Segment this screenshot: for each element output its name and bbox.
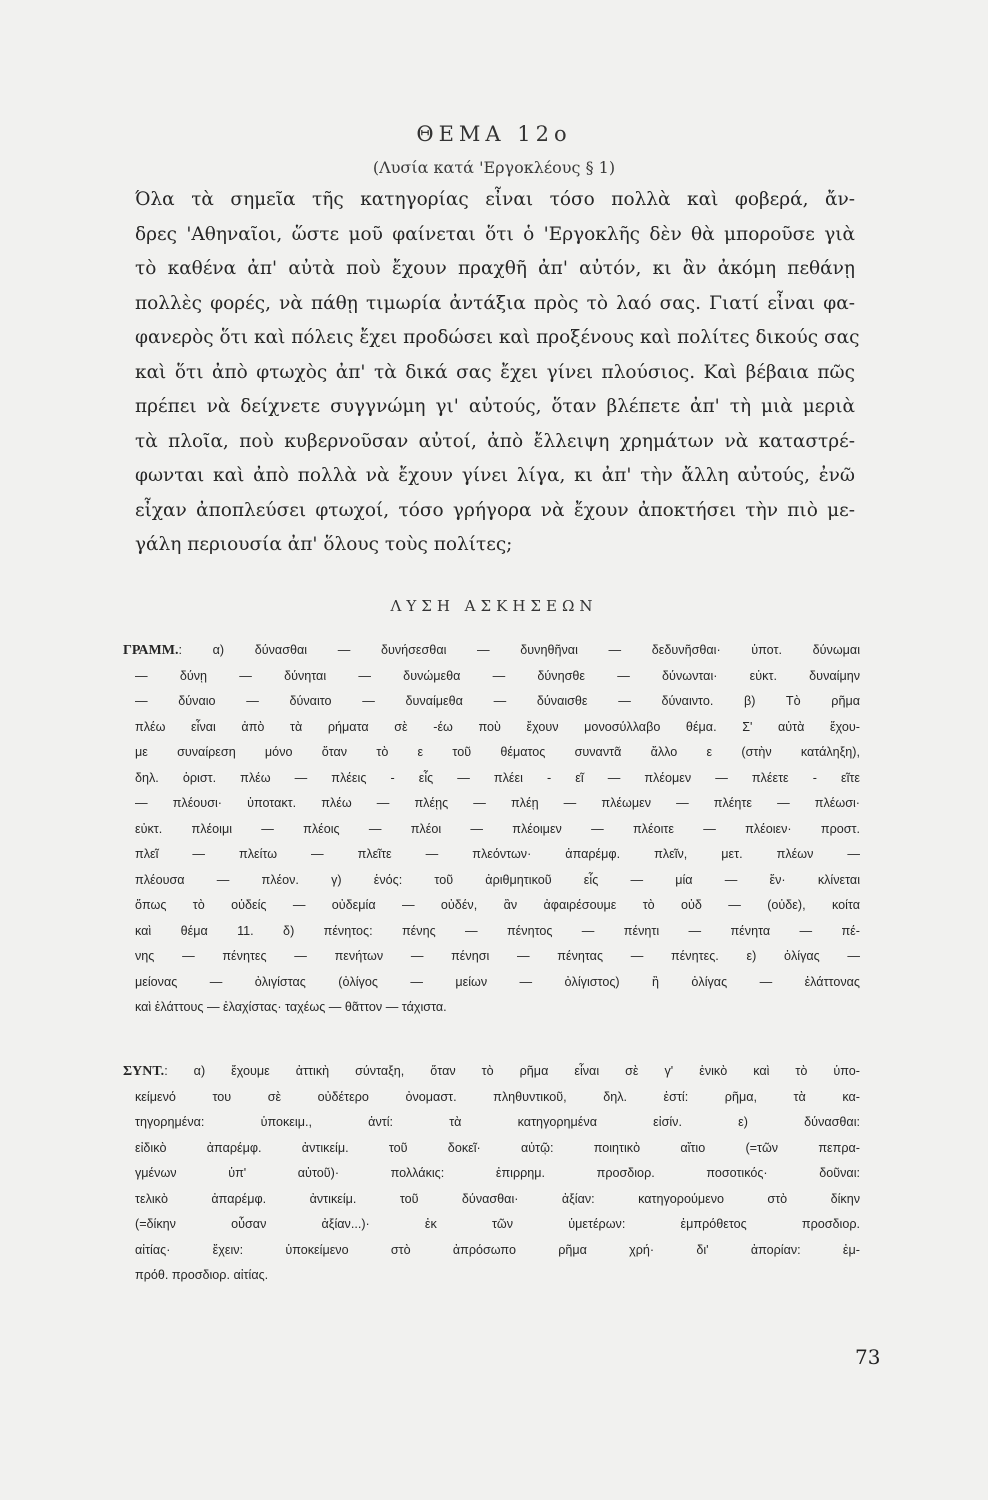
syntax-line: τηγορημένα: ὑποκειμ., ἀντί: τὰ κατηγορημένα εἰσίν. ε) δύνασθαι: (135, 1115, 860, 1129)
grammar-line (123, 638, 860, 664)
grammar-line: καὶ θέμα 11. δ) πένητος: πένης — πένητος — πένητι — πένητα — πέ- (135, 923, 860, 938)
grammar-line: — πλέουσι· ὑποτακτ. πλέω — πλέῃς — πλέῃ — πλέωμεν — πλέητε — πλέωσι· (135, 796, 860, 810)
syntax-line (123, 1059, 860, 1085)
grammar-line: νης — πένητες — πενήτων — πένησι — πένητας — πένητες. ε) ὀλίγας — (135, 949, 860, 963)
syntax-line: εἰδικὸ ἀπαρέμφ. ἀντικείμ. τοῦ δοκεῖ· αὐτῷ: ποιητικὸ αἴτιο (=τῶν πεπρα- (135, 1140, 860, 1155)
grammar-line: εὐκτ. πλέοιμι — πλέοις — πλέοι — πλέοιμεν — πλέοιτε — πλέοιεν· προστ. (135, 821, 860, 836)
syntax-line: κείμενό του σὲ οὐδέτερο ὀνομαστ. πληθυντικοῦ, δηλ. ἐστί: ρῆμα, τὰ κα- (135, 1089, 860, 1104)
grammar-label: ΓΡΑΜΜ. (123, 643, 179, 658)
source-reference: (Λυσία κατά 'Εργοκλέους § 1) (372, 158, 616, 177)
section-heading: ΛΥΣΗ ΑΣΚΗΣΕΩΝ (390, 597, 598, 615)
passage-line: εἶχαν ἀποπλεύσει φτωχοί, τόσο γρήγορα νὰ ἔχουν ἀποκτήσει τὴν πιὸ με- (135, 499, 855, 521)
syntax-line: τελικὸ ἀπαρέμφ. ἀντικείμ. τοῦ δύνασθαι· ἀξίαν: κατηγορούμενο στὸ δίκην (135, 1191, 860, 1206)
syntax-line: γμένων ὑπ' αὐτοῦ)· πολλάκις: ἐπιρρημ. προσδιορ. ποσοτικός· δοῦναι: (135, 1166, 860, 1180)
passage-line: δρες 'Αθηναῖοι, ὥστε μοῦ φαίνεται ὅτι ὁ 'Εργοκλῆς δὲν θὰ μποροῦσε γιὰ (135, 223, 855, 245)
grammar-line: καὶ ἐλάττους — ἐλαχίστας· ταχέως — θᾶττον — τάχιστα. (135, 1000, 447, 1014)
passage-line: γάλη περιουσία ἀπ' ὅλους τοὺς πολίτες; (135, 534, 513, 555)
passage-line: πρέπει νὰ δείχνετε συγγνώμη γι' αὐτούς, ὅταν βλέπετε ἀπ' τὴ μιὰ μεριὰ (135, 396, 855, 417)
passage-line: τὰ πλοῖα, ποὺ κυβερνοῦσαν αὐτοί, ἀπὸ ἔλλειψη χρημάτων νὰ καταστρέ- (135, 430, 855, 452)
grammar-line: με συναίρεση μόνο ὅταν τὸ ε τοῦ θέματος συναντᾶ ἄλλο ε (στὴν κατάληξη), (135, 745, 860, 759)
grammar-line: πλέω εἶναι ἀπὸ τὰ ρήματα σὲ -έω ποὺ ἔχουν μονοσύλλαβο θέμα. Σ' αὐτὰ ἔχου- (135, 719, 860, 734)
syntax-line: (=δίκην οὖσαν ἀξίαν...)· ἐκ τῶν ὑμετέρων: ἐμπρόθετος προσδιορ. (135, 1217, 860, 1231)
page-number: 73 (855, 1345, 881, 1369)
grammar-line-text: : α) δύνασθαι — δυνήσεσθαι — δυνηθῆναι — δεδυνῆσθαι· ὑποτ. δύνωμαι (178, 643, 860, 657)
grammar-line: δηλ. ὁριστ. πλέω — πλέεις - εἶς — πλέει - εῖ — πλέομεν — πλέετε - εῖτε (135, 770, 860, 785)
passage-line: φωνται καὶ ἀπὸ πολλὰ νὰ ἔχουν γίνει λίγα, κι ἀπ' τὴν ἄλλη αὐτούς, ἐνῶ (135, 465, 855, 486)
passage-line: τὸ καθένα ἀπ' αὐτὰ ποὺ ἔχουν πραχθῆ ἀπ' αὐτόν, κι ἂν ἀκόμη πεθάνῃ (135, 258, 855, 279)
grammar-line: μείονας — ὀλιγίστας (ὀλίγος — μείων — ὀλίγιστος) ἢ ὀλίγας — ἐλάττονας (135, 974, 860, 989)
syntax-label: ΣΥΝΤ. (123, 1064, 165, 1079)
passage-line: Όλα τὰ σημεῖα τῆς κατηγορίας εἶναι τόσο πολλὰ καὶ φοβερά, ἄν- (135, 189, 855, 210)
grammar-section (123, 638, 860, 1021)
passage-line: φανερὸς ὅτι καὶ πόλεις ἔχει προδώσει καὶ προξένους καὶ πολίτες δικούς σας (135, 327, 860, 348)
syntax-section (123, 1059, 860, 1289)
translation-passage (135, 183, 860, 563)
grammar-line: — δύνῃ — δύνηται — δυνώμεθα — δύνησθε — δύνωνται· εὐκτ. δυναίμην (135, 668, 860, 683)
grammar-line: ὅπως τὸ οὐδείς — οὐδεμία — οὐδέν, ἂν ἀφαιρέσουμε τὸ οὐδ — (οὐδε), κοίτα (135, 898, 860, 912)
syntax-line-text: : α) ἔχουμε ἀττικὴ σύνταξη, ὅταν τὸ ρῆμα εἶναι σὲ γ' ἑνικὸ καὶ τὸ ὑπο- (164, 1064, 860, 1078)
passage-line: πολλὲς φορές, νὰ πάθῃ τιμωρία ἀντάξια πρὸς τὸ λαό σας. Γιατί εἶναι φα- (135, 292, 855, 314)
page-title: ΘΕΜΑ 12ο (416, 122, 572, 146)
syntax-line: αἰτίας· ἔχειν: ὑποκείμενο στὸ ἀπρόσωπο ρῆμα χρή· δι' ἀπορίαν: ἐμ- (135, 1242, 860, 1257)
grammar-line: — δύναιο — δύναιτο — δυναίμεθα — δύναισθε — δύναιντο. β) Τὸ ρῆμα (135, 694, 860, 708)
grammar-line: πλέουσα — πλέον. γ) ἑνός: τοῦ ἀριθμητικοῦ εἷς — μία — ἕν· κλίνεται (135, 872, 860, 887)
syntax-line: πρόθ. προσδιορ. αἰτίας. (135, 1268, 269, 1282)
grammar-line: πλεῖ — πλείτω — πλεῖτε — πλεόντων· ἀπαρέμφ. πλεῖν, μετ. πλέων — (135, 847, 860, 861)
passage-line: καὶ ὅτι ἀπὸ φτωχὸς ἀπ' τὰ δικά σας ἔχει γίνει πλούσιος. Καὶ βέβαια πῶς (135, 361, 855, 383)
